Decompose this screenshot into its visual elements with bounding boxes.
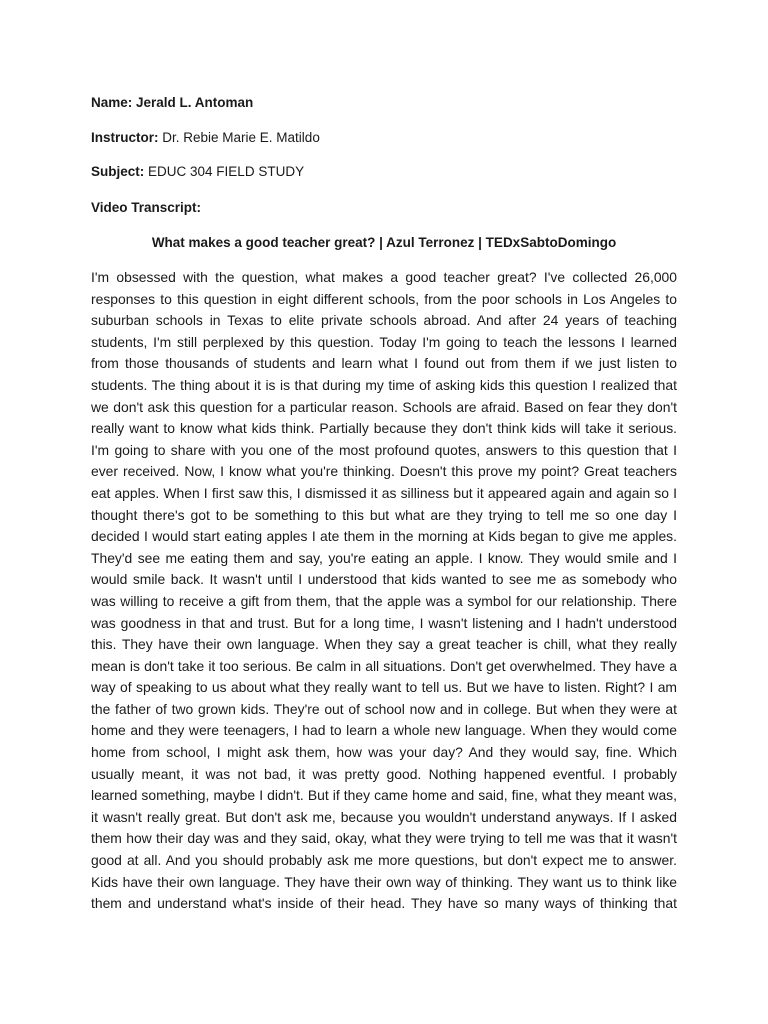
subject-value: EDUC 304 FIELD STUDY [148,164,305,179]
body-line: from those thousands of students and learn what I found out from them if we just listen to [91,355,677,372]
body-line: home and they were teenagers, I had to learn a whole new language. When they would come [91,722,677,739]
instructor-label: Instructor: [91,130,159,145]
body-line: mean is don't take it too serious. Be calm in all situations. Don't get overwhelmed. They have a [91,657,677,674]
body-line: was goodness in that and trust. But for a long time, I wasn't listening and I hadn't understood [91,614,677,631]
body-line: would smile back. It wasn't until I understood that kids wanted to see me as somebody who [91,571,677,588]
body-line: Kids have their own language. They have their own way of thinking. They want us to think like [91,873,677,890]
body-line: suburban schools in Texas to elite private schools abroad. And after 24 years of teaching [91,312,677,329]
instructor-line [91,129,320,147]
instructor-value: Dr. Rebie Marie E. Matildo [162,130,320,145]
name-value: Jerald L. Antoman [136,95,254,110]
body-line: usually meant, it was not bad, it was pretty good. Nothing happened eventful. I probably [91,765,677,782]
body-line: They'd see me eating them and say, you're eating an apple. I know. They would smile and I [91,549,677,566]
body-line: I'm obsessed with the question, what makes a good teacher great? I've collected 26,000 [91,269,677,285]
subject-line [91,163,304,181]
name-line [91,94,253,112]
transcript-heading [91,199,201,217]
body-line: this. They have their own language. When they say a great teacher is chill, what they really [91,636,677,653]
body-line: good at all. And you should probably ask me more questions, but don't expect me to answer. [91,852,677,869]
body-line: the father of two grown kids. They're out of school now and in college. But when they were at [91,700,677,717]
body-line: them how their day was and they said, okay, what they were trying to tell me was that it wasn't [91,830,677,847]
transcript-label: Video Transcript: [91,200,202,215]
body-line: was willing to receive a gift from them, that the apple was a symbol for our relationship. There [91,592,677,609]
body-line: home from school, I might ask them, how was your day? And they would say, fine. Which [91,744,677,761]
body-line: way of speaking to us about what they really want to tell us. But we have to listen. Right? I am [91,679,677,696]
body-line: them and understand what's inside of their head. They have so many ways of thinking that [91,895,677,912]
transcript-body [91,267,677,915]
subject-label: Subject: [91,164,145,179]
name-label: Name: [91,95,133,110]
body-line: students. The thing about it is is that during my time of asking kids this question I realized that [91,376,677,393]
body-line: I'm going to share with you one of the most profound quotes, answers to this question that I [91,441,677,458]
body-line: eat apples. When I first saw this, I dismissed it as silliness but it appeared again and again so I [91,484,677,501]
body-line: thought there's got to be something to this but what are they trying to tell me so one day I [91,506,677,523]
body-line: ever received. Now, I know what you're thinking. Doesn't this prove my point? Great teachers [91,463,677,480]
body-line: decided I would start eating apples I ate them in the morning at Kids began to give me apples. [91,528,677,545]
body-line: students, I'm still perplexed by this question. Today I'm going to teach the lessons I learned [91,333,677,350]
body-line: really want to know what kids think. Partially because they don't think kids will take it serious. [91,420,677,437]
body-line: we don't ask this question for a particular reason. Schools are afraid. Based on fear they don't [91,398,677,415]
body-line: it wasn't really great. But don't ask me, because you wouldn't understand anyways. If I asked [91,808,677,825]
body-line: responses to this question in eight different schools, from the poor schools in Los Angeles to [91,290,677,307]
body-line: learned something, maybe I didn't. But if they came home and said, fine, what they meant was, [91,787,677,804]
transcript-title: What makes a good teacher great? | Azul Terronez | TEDxSabtoDomingo [151,235,617,250]
